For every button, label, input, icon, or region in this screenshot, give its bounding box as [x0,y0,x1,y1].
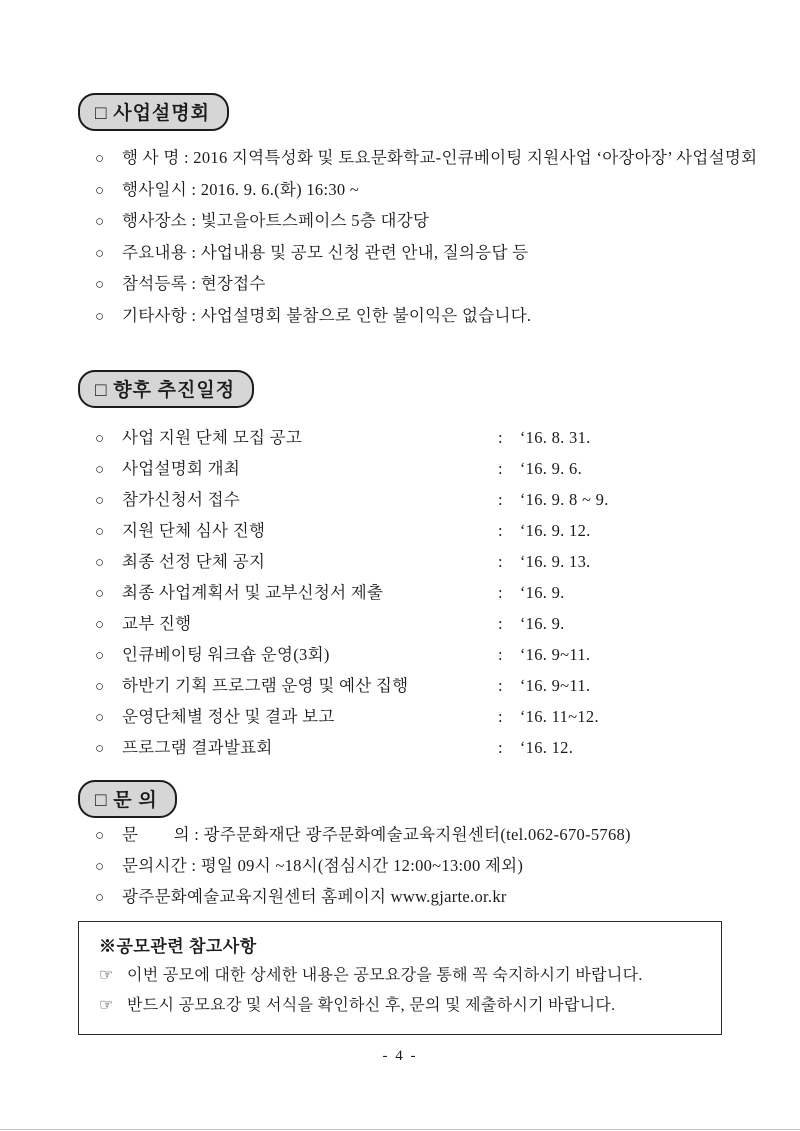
contact-list [78,820,722,913]
contact-item-inquiry [95,820,722,851]
section-title-badge-briefing: □ 사업설명회 [78,93,229,131]
briefing-item-text: 참석등록 : 현장접수 [122,274,266,293]
notice-item [99,961,701,991]
briefing-item-etc [95,301,722,333]
briefing-item-text: 행사장소 : 빛고을아트스페이스 5층 대강당 [122,211,430,230]
schedule-row [95,578,722,609]
circle-bullet-icon: ○ [95,648,105,664]
schedule-row [95,423,722,454]
circle-bullet-icon: ○ [95,462,105,478]
briefing-list [78,143,758,332]
schedule-date: ‘16. 9. [519,614,565,633]
schedule-date: ‘16. 9. 12. [519,521,591,540]
schedule-row [95,454,722,485]
circle-bullet-icon: ○ [95,277,105,293]
notice-item-text: 반드시 공모요강 및 서식을 확인하신 후, 문의 및 제출하시기 바랍니다. [127,997,616,1014]
schedule-task: 인큐베이팅 워크숍 운영(3회) [122,645,330,664]
schedule-row [95,702,722,733]
section-title-badge-contact: □ 문 의 [78,780,177,818]
notice-item [99,991,701,1021]
schedule-colon: : [498,614,503,633]
circle-bullet-icon: ○ [95,151,105,167]
schedule-row [95,640,722,671]
page-number: - 4 - [382,1048,418,1064]
circle-bullet-icon: ○ [95,828,105,844]
schedule-date: ‘16. 9~11. [519,645,591,664]
circle-bullet-icon: ○ [95,555,105,571]
schedule-row [95,485,722,516]
schedule-list [78,423,722,764]
schedule-task: 지원 단체 심사 진행 [122,521,266,540]
schedule-row [95,733,722,764]
circle-bullet-icon: ○ [95,214,105,230]
schedule-task: 사업설명회 개최 [122,459,241,478]
briefing-item-text: 기타사항 : 사업설명회 불참으로 인한 불이익은 없습니다. [122,305,532,325]
schedule-colon: : [498,552,503,571]
schedule-row [95,547,722,578]
circle-bullet-icon: ○ [95,679,105,695]
schedule-colon: : [498,583,503,602]
circle-bullet-icon: ○ [95,617,105,633]
schedule-task: 참가신청서 접수 [122,490,241,509]
schedule-date: ‘16. 9~11. [519,676,591,695]
notice-title: ※공모관련 참고사항 [99,937,257,956]
pointing-hand-icon: ☞ [99,967,114,984]
schedule-row [95,671,722,702]
circle-bullet-icon: ○ [95,741,105,757]
schedule-colon: : [498,428,503,447]
schedule-colon: : [498,738,503,757]
schedule-colon: : [498,459,503,478]
schedule-date: ‘16. 12. [519,738,574,757]
briefing-item-registration [95,269,722,301]
schedule-date: ‘16. 9. 6. [519,459,583,478]
schedule-date: ‘16. 9. [519,583,565,602]
schedule-colon: : [498,676,503,695]
briefing-item-event-name [95,143,758,175]
schedule-colon: : [498,707,503,726]
schedule-date: ‘16. 9. 13. [519,552,591,571]
scan-edge-line [0,1129,800,1130]
notice-box [78,921,722,1035]
briefing-item-text: 주요내용 : 사업내용 및 공모 신청 관련 안내, 질의응답 등 [122,242,529,262]
schedule-task: 교부 진행 [122,614,192,633]
section-business-briefing [78,93,758,332]
schedule-task: 프로그램 결과발표회 [122,738,273,757]
section-future-schedule [78,370,722,764]
schedule-date: ‘16. 11~12. [519,707,599,726]
circle-bullet-icon: ○ [95,431,105,447]
briefing-item-text: 행 사 명 : 2016 지역특성화 및 토요문화학교-인큐베이팅 지원사업 ‘아장아장’ 사업설명회 [122,148,758,167]
circle-bullet-icon: ○ [95,245,105,262]
section-contact [78,780,722,913]
schedule-row [95,516,722,547]
contact-item-homepage [95,882,722,913]
circle-bullet-icon: ○ [95,890,105,906]
circle-bullet-icon: ○ [95,586,105,602]
schedule-colon: : [498,490,503,509]
circle-bullet-icon: ○ [95,182,105,199]
schedule-task: 하반기 기획 프로그램 운영 및 예산 집행 [122,676,409,695]
notice-item-text: 이번 공모에 대한 상세한 내용은 공모요강을 통해 꼭 숙지하시기 바랍니다. [127,967,643,984]
circle-bullet-icon: ○ [95,493,105,509]
schedule-date: ‘16. 8. 31. [519,428,591,447]
contact-item-text: 문의시간 : 평일 09시 ~18시(점심시간 12:00~13:00 제외) [122,856,524,875]
briefing-item-contents [95,238,722,270]
document-content [0,93,800,1035]
schedule-task: 최종 사업계획서 및 교부신청서 제출 [122,583,384,602]
circle-bullet-icon: ○ [95,524,105,540]
schedule-date: ‘16. 9. 8 ~ 9. [519,490,609,509]
schedule-colon: : [498,521,503,540]
contact-item-hours [95,851,722,882]
schedule-task: 운영단체별 정산 및 결과 보고 [122,707,335,726]
circle-bullet-icon: ○ [95,308,105,325]
briefing-item-venue [95,206,722,238]
pointing-hand-icon: ☞ [99,997,114,1014]
circle-bullet-icon: ○ [95,710,105,726]
contact-item-text: 광주문화예술교육지원센터 홈페이지 www.gjarte.or.kr [122,887,507,906]
schedule-colon: : [498,645,503,664]
section-title-badge-schedule: □ 향후 추진일정 [78,370,254,408]
schedule-task: 최종 선정 단체 공지 [122,552,266,571]
briefing-item-datetime [95,175,722,207]
schedule-task: 사업 지원 단체 모집 공고 [122,428,303,447]
briefing-item-text: 행사일시 : 2016. 9. 6.(화) 16:30 ~ [122,179,360,199]
circle-bullet-icon: ○ [95,859,105,875]
schedule-row [95,609,722,640]
contact-item-text: 문 의 : 광주문화재단 광주문화예술교육지원센터(tel.062-670-5768) [122,825,631,844]
